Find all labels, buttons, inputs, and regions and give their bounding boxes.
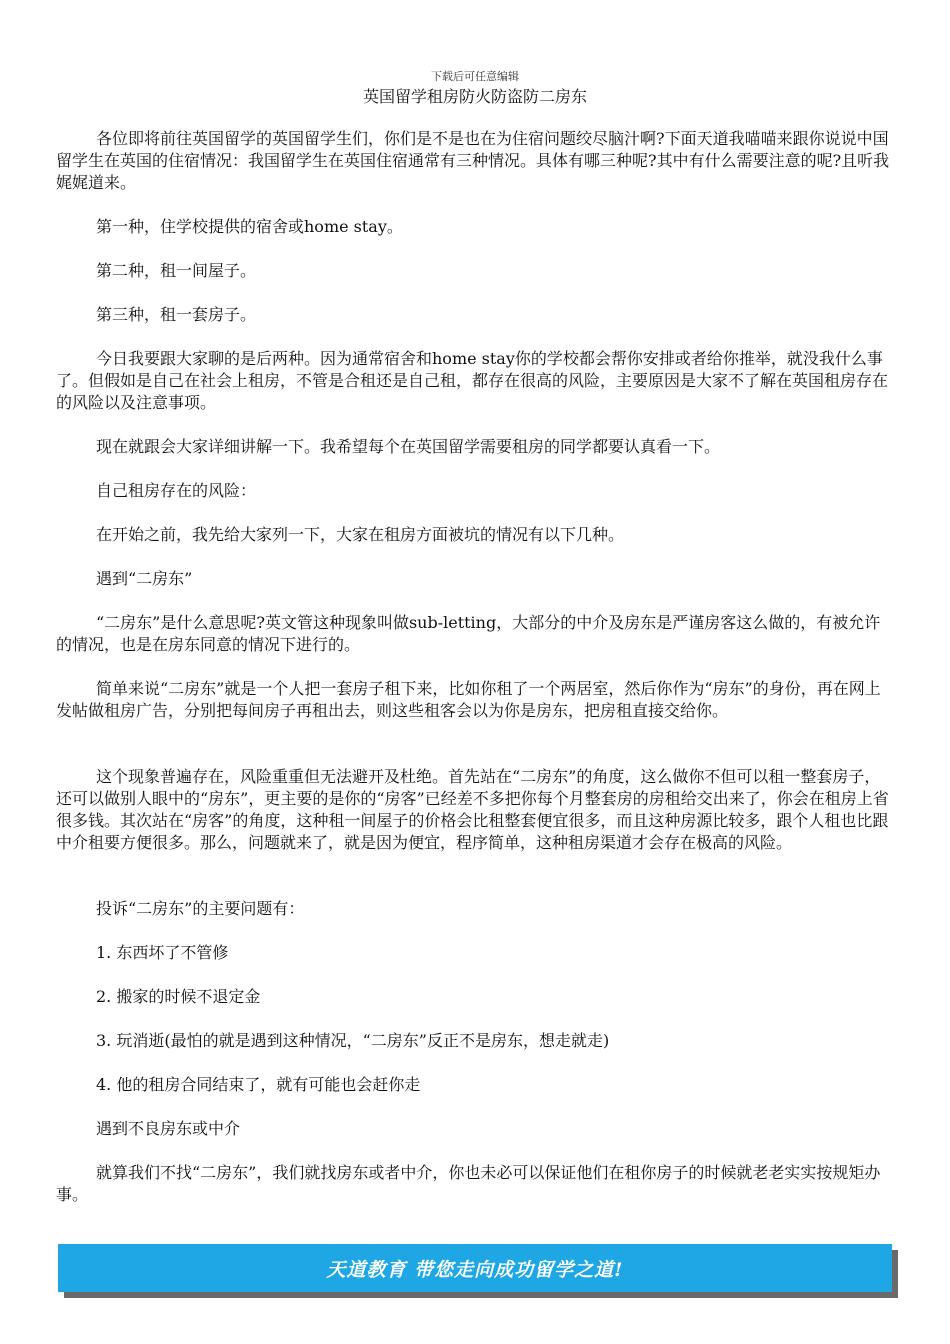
header-note: 下载后可任意编辑 (431, 70, 519, 83)
paragraph-sublet-heading: 遇到“二房东” (96, 569, 193, 588)
paragraph-topic: 今日我要跟大家聊的是后两种。因为通常宿舍和home stay你的学校都会帮你安排或者给你推举，就没我什么事了。但假如是自己在社会上租房，不管是合租还是自己租，都存在很高的风险，主要原因是大家不了解在英国租房存在的风险以及注意事项。 (56, 349, 889, 412)
paragraph-risk-heading: 自己租房存在的风险： (96, 481, 257, 500)
paragraph-bad-landlord-heading: 遇到不良房东或中介 (96, 1119, 241, 1138)
list-item-2: 2. 搬家的时候不退定金 (96, 987, 261, 1006)
paragraph-explain: 现在就跟会大家详细讲解一下。我希望每个在英国留学需要租房的同学都要认真看一下。 (96, 437, 721, 456)
paragraph-sublet-risk: 这个现象普遍存在，风险重重但无法避开及杜绝。首先站在“二房东”的角度，这么做你不但可以租一整套房子，还可以做别人眼中的“房东”，更主要的是你的“房客”已经差不多把你每个月整套房的房租给交出来了，你会在租房上省很多钱。其次站在“房客”的角度，这种租一间屋子的价格会比租整套便宜很多，而且这种房源比较多，跟个人租也比跟中介租要方便很多。那么，问题就来了，就是因为便宜，程序简单，这种租房渠道才会存在极高的风险。 (56, 767, 889, 852)
paragraph-option-1: 第一种，住学校提供的宿舍或home stay。 (96, 217, 403, 236)
paragraph-list-intro: 在开始之前，我先给大家列一下，大家在租房方面被坑的情况有以下几种。 (96, 525, 625, 544)
footer-banner-text: 天道教育 带您走向成功留学之道! (326, 1258, 624, 1281)
paragraph-option-2: 第二种，租一间屋子。 (96, 261, 257, 280)
paragraph-intro: 各位即将前往英国留学的英国留学生们，你们是不是也在为住宿问题绞尽脑汁啊?下面天道我喵喵来跟你说说中国留学生在英国的住宿情况：我国留学生在英国住宿通常有三种情况。具体有哪三种呢?其中有什么需要注意的呢?且听我娓娓道来。 (56, 129, 890, 192)
paragraph-bad-landlord: 就算我们不找“二房东”，我们就找房东或者中介，你也未必可以保证他们在租你房子的时候就老老实实按规矩办事。 (56, 1163, 881, 1204)
list-item-1: 1. 东西坏了不管修 (96, 943, 229, 962)
paragraph-complaints-heading: 投诉“二房东”的主要问题有： (96, 899, 305, 918)
list-item-4: 4. 他的租房合同结束了，就有可能也会赶你走 (96, 1075, 421, 1094)
footer-banner (58, 1244, 892, 1292)
paragraph-sublet-definition: “二房东”是什么意思呢?英文管这种现象叫做sub-letting，大部分的中介及房东是严谨房客这么做的，有被允许的情况，也是在房东同意的情况下进行的。 (56, 613, 881, 654)
paragraph-sublet-explain: 简单来说“二房东”就是一个人把一套房子租下来，比如你租了一个两居室，然后你作为“房东”的身份，再在网上发帖做租房广告，分别把每间房子再租出去，则这些租客会以为你是房东，把房租直接交给你。 (56, 679, 881, 720)
list-item-3: 3. 玩消逝(最怕的就是遇到这种情况，“二房东”反正不是房东，想走就走) (96, 1031, 610, 1050)
document-title: 英国留学租房防火防盗防二房东 (362, 87, 587, 106)
paragraph-option-3: 第三种，租一套房子。 (96, 305, 257, 324)
